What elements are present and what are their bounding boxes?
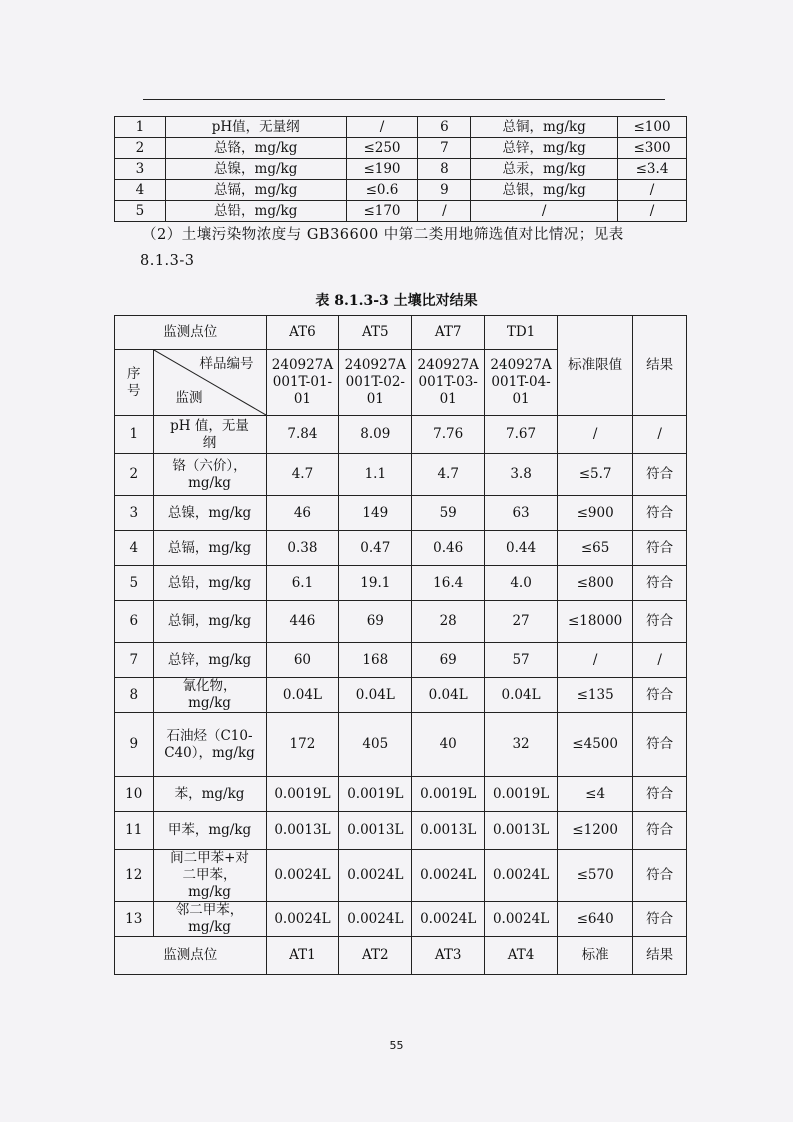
- standard-limit: ≤1200: [558, 812, 633, 850]
- item-name: 总镉，mg/kg: [165, 180, 346, 201]
- standard-limit: ≤4500: [558, 713, 633, 777]
- sample-id-1: 240927A001T-01-01: [266, 350, 339, 416]
- item-name-2: /: [471, 201, 618, 222]
- monitor-item-label: 监测: [175, 390, 203, 406]
- monitor-item: 石油烃（C10-C40），mg/kg: [153, 713, 266, 777]
- value-td1: 0.0013L: [485, 812, 558, 850]
- table-row: [115, 902, 687, 937]
- item-name-2: 总汞，mg/kg: [471, 159, 618, 180]
- table-row: [115, 812, 687, 850]
- value-at6: 4.7: [266, 454, 339, 496]
- result: 符合: [633, 678, 687, 713]
- value-at7: 40: [412, 713, 485, 777]
- footer-result-label: 结果: [633, 937, 687, 975]
- pollutant-limit-table: [114, 116, 687, 222]
- item-name-2: 总银，mg/kg: [471, 180, 618, 201]
- table-row: [115, 117, 687, 138]
- value-at6: 0.0019L: [266, 777, 339, 812]
- value-td1: 57: [485, 643, 558, 678]
- limit-2: ≤3.4: [618, 159, 687, 180]
- result: /: [633, 643, 687, 678]
- site-at6: AT6: [266, 316, 339, 350]
- value-at6: 60: [266, 643, 339, 678]
- value-at5: 69: [339, 601, 412, 643]
- table-row: [115, 159, 687, 180]
- item-name: pH值，无量纲: [165, 117, 346, 138]
- footer-site-row: [115, 937, 687, 975]
- standard-limit: ≤4: [558, 777, 633, 812]
- sample-id-4: 240927A001T-04-01: [485, 350, 558, 416]
- value-at6: 46: [266, 496, 339, 531]
- standard-limit: ≤18000: [558, 601, 633, 643]
- value-at6: 0.04L: [266, 678, 339, 713]
- diagonal-header-cell: [153, 350, 266, 416]
- value-at5: 168: [339, 643, 412, 678]
- sample-id-2: 240927A001T-02-01: [339, 350, 412, 416]
- monitor-item: 苯，mg/kg: [153, 777, 266, 812]
- value-td1: 0.0019L: [485, 777, 558, 812]
- monitor-item: 总铜，mg/kg: [153, 601, 266, 643]
- limit: ≤170: [346, 201, 418, 222]
- value-td1: 7.67: [485, 416, 558, 454]
- standard-limit: ≤800: [558, 566, 633, 601]
- value-at7: 0.46: [412, 531, 485, 566]
- value-at7: 7.76: [412, 416, 485, 454]
- value-td1: 3.8: [485, 454, 558, 496]
- footer-site-label: 监测点位: [115, 937, 267, 975]
- value-td1: 63: [485, 496, 558, 531]
- result: 符合: [633, 812, 687, 850]
- value-at5: 405: [339, 713, 412, 777]
- soil-comparison-table: [114, 315, 687, 975]
- value-at5: 1.1: [339, 454, 412, 496]
- standard-limit: ≤65: [558, 531, 633, 566]
- value-td1: 27: [485, 601, 558, 643]
- limit-2: /: [618, 201, 687, 222]
- value-at7: 59: [412, 496, 485, 531]
- monitor-item: 总镉，mg/kg: [153, 531, 266, 566]
- monitor-item: 总铅，mg/kg: [153, 566, 266, 601]
- paragraph-line-2: 8.1.3-3: [140, 253, 195, 269]
- row-number: 8: [115, 678, 154, 713]
- item-name: 总铬，mg/kg: [165, 138, 346, 159]
- monitor-item: 间二甲苯+对二甲苯，mg/kg: [153, 850, 266, 902]
- item-name: 总铅，mg/kg: [165, 201, 346, 222]
- row-number: 12: [115, 850, 154, 902]
- value-at6: 0.38: [266, 531, 339, 566]
- header-rule: [143, 99, 665, 100]
- measurement-rows: [115, 416, 687, 937]
- value-at5: 0.47: [339, 531, 412, 566]
- table-row: [115, 566, 687, 601]
- value-at6: 0.0024L: [266, 850, 339, 902]
- limit-2: ≤100: [618, 117, 687, 138]
- table-row: [115, 777, 687, 812]
- row-no-2: /: [418, 201, 471, 222]
- limit: ≤190: [346, 159, 418, 180]
- row-no-2: 9: [418, 180, 471, 201]
- row-no: 4: [115, 180, 166, 201]
- result: 符合: [633, 531, 687, 566]
- footer-site-at1: AT1: [266, 937, 339, 975]
- page-number: 55: [389, 1039, 404, 1052]
- site-label: 监测点位: [115, 316, 267, 350]
- result: 符合: [633, 713, 687, 777]
- footer-rows: [115, 937, 687, 975]
- table-row: [115, 496, 687, 531]
- table-row: [115, 601, 687, 643]
- row-number: 9: [115, 713, 154, 777]
- row-number: 1: [115, 416, 154, 454]
- value-td1: 0.44: [485, 531, 558, 566]
- table-row: [115, 678, 687, 713]
- monitor-item: 铬（六价），mg/kg: [153, 454, 266, 496]
- result: 符合: [633, 850, 687, 902]
- value-at7: 0.0019L: [412, 777, 485, 812]
- monitor-item: 氰化物，mg/kg: [153, 678, 266, 713]
- result: 符合: [633, 496, 687, 531]
- result: 符合: [633, 601, 687, 643]
- monitor-item: 总锌，mg/kg: [153, 643, 266, 678]
- row-no: 5: [115, 201, 166, 222]
- row-number: 13: [115, 902, 154, 937]
- row-number: 6: [115, 601, 154, 643]
- result: 符合: [633, 777, 687, 812]
- value-at5: 0.0019L: [339, 777, 412, 812]
- seq-header: 序号: [115, 350, 154, 416]
- value-at6: 7.84: [266, 416, 339, 454]
- footer-site-at4: AT4: [485, 937, 558, 975]
- row-number: 5: [115, 566, 154, 601]
- value-at7: 0.0013L: [412, 812, 485, 850]
- paragraph-line-1: （2）土壤污染物浓度与 GB36600 中第二类用地筛选值对比情况；见表: [142, 227, 624, 243]
- item-name-2: 总铜，mg/kg: [471, 117, 618, 138]
- site-at5: AT5: [339, 316, 412, 350]
- value-at7: 0.04L: [412, 678, 485, 713]
- pollutant-limit-table-body: [115, 117, 687, 222]
- standard-limit: ≤5.7: [558, 454, 633, 496]
- limit: ≤250: [346, 138, 418, 159]
- value-at5: 19.1: [339, 566, 412, 601]
- monitor-item: 邻二甲苯，mg/kg: [153, 902, 266, 937]
- value-at5: 0.0024L: [339, 902, 412, 937]
- soil-comparison-table-body: [115, 316, 687, 416]
- result: 符合: [633, 454, 687, 496]
- item-name: 总镍，mg/kg: [165, 159, 346, 180]
- monitor-item: 总镍，mg/kg: [153, 496, 266, 531]
- value-at6: 0.0024L: [266, 902, 339, 937]
- value-at6: 172: [266, 713, 339, 777]
- table-row: [115, 713, 687, 777]
- value-at5: 0.0013L: [339, 812, 412, 850]
- standard-limit-header: 标准限值: [558, 316, 633, 416]
- value-at5: 0.0024L: [339, 850, 412, 902]
- footer-standard-label: 标准: [558, 937, 633, 975]
- row-number: 2: [115, 454, 154, 496]
- standard-limit: /: [558, 643, 633, 678]
- standard-limit: ≤900: [558, 496, 633, 531]
- table-caption: 表 8.1.3-3 土壤比对结果: [315, 293, 478, 309]
- site-header-row: [115, 316, 687, 350]
- value-td1: 0.0024L: [485, 850, 558, 902]
- value-at7: 28: [412, 601, 485, 643]
- sample-id-3: 240927A001T-03-01: [412, 350, 485, 416]
- result-header: 结果: [633, 316, 687, 416]
- row-number: 11: [115, 812, 154, 850]
- table-row: [115, 454, 687, 496]
- sample-id-label: 样品编号: [199, 356, 254, 372]
- standard-limit: /: [558, 416, 633, 454]
- value-at5: 149: [339, 496, 412, 531]
- result: 符合: [633, 566, 687, 601]
- value-at6: 446: [266, 601, 339, 643]
- table-row: [115, 416, 687, 454]
- row-no-2: 7: [418, 138, 471, 159]
- table-row: [115, 643, 687, 678]
- value-td1: 4.0: [485, 566, 558, 601]
- item-name-2: 总锌，mg/kg: [471, 138, 618, 159]
- value-at7: 69: [412, 643, 485, 678]
- value-at5: 8.09: [339, 416, 412, 454]
- row-no: 3: [115, 159, 166, 180]
- row-number: 3: [115, 496, 154, 531]
- value-at7: 0.0024L: [412, 902, 485, 937]
- result: 符合: [633, 902, 687, 937]
- standard-limit: ≤570: [558, 850, 633, 902]
- site-td1: TD1: [485, 316, 558, 350]
- value-td1: 0.0024L: [485, 902, 558, 937]
- limit: /: [346, 117, 418, 138]
- footer-site-at3: AT3: [412, 937, 485, 975]
- value-at7: 4.7: [412, 454, 485, 496]
- limit-2: /: [618, 180, 687, 201]
- table-row: [115, 850, 687, 902]
- result: /: [633, 416, 687, 454]
- limit-2: ≤300: [618, 138, 687, 159]
- row-no: 2: [115, 138, 166, 159]
- standard-limit: ≤135: [558, 678, 633, 713]
- table-row: [115, 180, 687, 201]
- site-at7: AT7: [412, 316, 485, 350]
- value-at7: 0.0024L: [412, 850, 485, 902]
- value-at6: 0.0013L: [266, 812, 339, 850]
- value-at5: 0.04L: [339, 678, 412, 713]
- row-number: 4: [115, 531, 154, 566]
- standard-limit: ≤640: [558, 902, 633, 937]
- table-row: [115, 531, 687, 566]
- row-number: 10: [115, 777, 154, 812]
- value-at7: 16.4: [412, 566, 485, 601]
- row-no-2: 6: [418, 117, 471, 138]
- row-no-2: 8: [418, 159, 471, 180]
- row-number: 7: [115, 643, 154, 678]
- table-row: [115, 201, 687, 222]
- table-row: [115, 138, 687, 159]
- monitor-item: 甲苯，mg/kg: [153, 812, 266, 850]
- value-at6: 6.1: [266, 566, 339, 601]
- limit: ≤0.6: [346, 180, 418, 201]
- footer-site-at2: AT2: [339, 937, 412, 975]
- value-td1: 32: [485, 713, 558, 777]
- row-no: 1: [115, 117, 166, 138]
- value-td1: 0.04L: [485, 678, 558, 713]
- monitor-item: pH 值，无量纲: [153, 416, 266, 454]
